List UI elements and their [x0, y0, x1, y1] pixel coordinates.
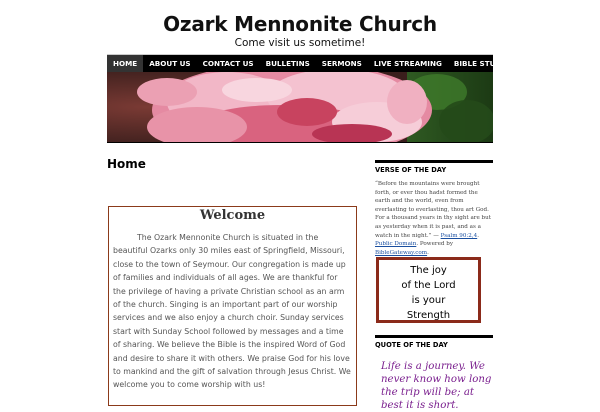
peony-flower-image — [107, 72, 493, 142]
nav-item-bulletins[interactable]: BULLETINS — [265, 59, 310, 68]
welcome-paragraph: The Ozark Mennonite Church is situated in the beautiful Ozarks only 30 miles east of Springfield, Missouri, close to the town of Seymour. Our congregation is made up of families and individuals of all ages. We are thankful for the privilege of having a private Christian school as an arm of the church. Singing is an important part of our worship services and we also enjoy a church choir. Sunday services start with Sunday School followed by messages and a time of sharing. We believe the Bible is the inspired Word of God and desire to share it with others. We praise God for his love to mankind and the gift of salvation through Jesus Christ. We welcome you to come worship with us! — [113, 233, 351, 390]
joy-of-the-lord-image — [376, 257, 481, 323]
nav-item-bible-study-tools[interactable]: BIBLE STUDY TOOLS — [453, 59, 536, 68]
verse-reference-link[interactable]: Psalm 90:2,4 — [440, 232, 478, 239]
main-navigation — [107, 54, 536, 72]
joy-line: of the Lord — [401, 280, 456, 291]
site-tagline: Come visit us sometime! — [234, 37, 366, 49]
welcome-box — [108, 206, 357, 406]
nav-item-home[interactable]: HOME — [107, 55, 143, 72]
verse-text-block: “Before the mountains were brought forth, or ever thou hadst formed the earth and the world, even from everlasting to everlasting, thou art God. For a thousand years in thy sight are but as yesterday when it is past, and as a watch in the night.” — Psalm 90:2,4. Public Domain. Powered by BibleGateway.com. — [375, 181, 491, 256]
verse-text: “Before the mountains were brought forth, or ever thou hadst formed the earth and the world, even from everlasting to everlasting, thou art God. For a thousand years in thy sight are but as yesterday when it is past, and as a watch in the night.” — — [375, 181, 491, 239]
quote-widget-title: QUOTE OF THE DAY — [375, 335, 493, 350]
welcome-heading: Welcome — [199, 208, 266, 223]
joy-line: Strength — [406, 310, 451, 321]
nav-item-contact-us[interactable]: CONTACT US — [202, 59, 254, 68]
biblegateway-link[interactable]: BibleGateway.com — [375, 249, 428, 256]
verse-of-the-day-widget — [375, 160, 493, 257]
quote-of-the-day-widget — [375, 335, 493, 412]
verse-widget-title: VERSE OF THE DAY — [375, 160, 493, 175]
page-title: Home — [107, 157, 146, 171]
public-domain-link[interactable]: Public Domain — [375, 241, 417, 248]
quote-text: Life is a journey. We never know how long the trip will be; at best it is short. — [381, 361, 492, 411]
joy-line: The joy — [410, 265, 447, 276]
powered-by-label: Powered by — [419, 241, 453, 248]
nav-item-live-streaming[interactable]: LIVE STREAMING — [373, 59, 442, 68]
header-banner-image — [107, 72, 493, 143]
nav-item-sermons[interactable]: SERMONS — [321, 59, 362, 68]
joy-line: is your — [411, 295, 446, 306]
site-title[interactable]: Ozark Mennonite Church — [163, 12, 437, 36]
nav-item-about-us[interactable]: ABOUT US — [149, 59, 191, 68]
